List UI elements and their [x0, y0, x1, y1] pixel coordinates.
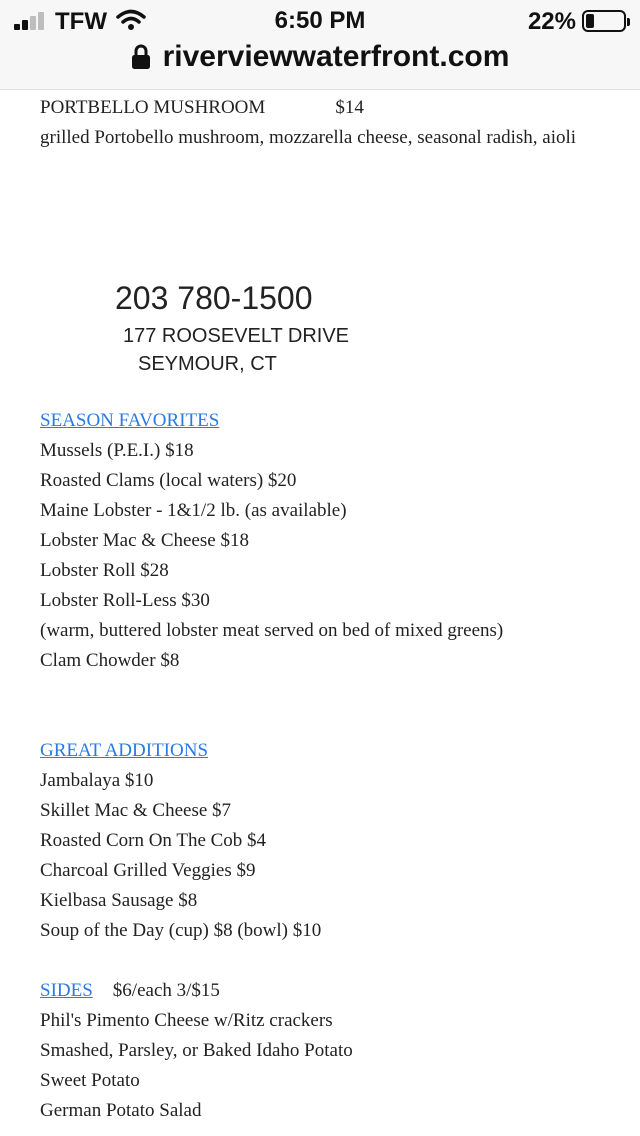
sides-section [40, 976, 620, 1126]
list-item: Soup of the Day (cup) $8 (bowl) $10 [40, 920, 322, 941]
menu-item-name: PORTBELLO MUSHROOM [40, 97, 266, 118]
list-item: Mussels (P.E.I.) $18 [40, 440, 194, 461]
season-favorites-section [40, 406, 620, 676]
menu-item-heading [40, 93, 620, 123]
list-item: Phil's Pimento Cheese w/Ritz crackers [40, 1010, 333, 1031]
street-address: 177 ROOSEVELT DRIVE [123, 325, 350, 347]
menu-item-description: grilled Portobello mushroom, mozzarella cheese, seasonal radish, aioli [40, 127, 577, 148]
menu-item-price: $14 [335, 97, 364, 118]
list-item: Roasted Clams (local waters) $20 [40, 470, 297, 491]
battery-percent: 22% [527, 8, 576, 35]
great-additions-section [40, 736, 620, 946]
lock-icon [131, 44, 151, 70]
battery-icon [582, 10, 626, 32]
list-item: Lobster Roll-Less $30 [40, 590, 210, 611]
list-item: Charcoal Grilled Veggies $9 [40, 860, 256, 881]
sides-link[interactable]: SIDES [40, 980, 93, 1001]
phone-number[interactable]: 203 780-1500 [115, 280, 313, 316]
carrier-name: TFW [55, 8, 107, 35]
list-item: Roasted Corn On The Cob $4 [40, 830, 267, 851]
list-item: Sweet Potato [40, 1070, 140, 1091]
sides-pricing: $6/each 3/$15 [112, 980, 220, 1001]
list-item: Lobster Roll $28 [40, 560, 169, 581]
list-item: Lobster Mac & Cheese $18 [40, 530, 249, 551]
list-item: Skillet Mac & Cheese $7 [40, 800, 232, 821]
list-item: Maine Lobster - 1&1/2 lb. (as available) [40, 500, 347, 521]
intro-menu-item [40, 93, 620, 153]
list-item: Kielbasa Sausage $8 [40, 890, 198, 911]
list-item: German Potato Salad [40, 1100, 202, 1121]
url-domain[interactable]: riverviewwaterfront.com [162, 40, 510, 73]
great-additions-link[interactable]: GREAT ADDITIONS [40, 740, 209, 761]
city-state: SEYMOUR, CT [138, 353, 277, 375]
address-bar[interactable] [0, 40, 640, 80]
list-item: Clam Chowder $8 [40, 650, 180, 671]
status-time: 6:50 PM [274, 7, 366, 34]
list-item: Jambalaya $10 [40, 770, 154, 791]
season-favorites-link[interactable]: SEASON FAVORITES [40, 410, 220, 431]
list-item: (warm, buttered lobster meat served on bed of mixed greens) [40, 620, 504, 641]
list-item: Smashed, Parsley, or Baked Idaho Potato [40, 1040, 353, 1061]
status-bar [0, 0, 640, 40]
browser-chrome [0, 0, 640, 90]
